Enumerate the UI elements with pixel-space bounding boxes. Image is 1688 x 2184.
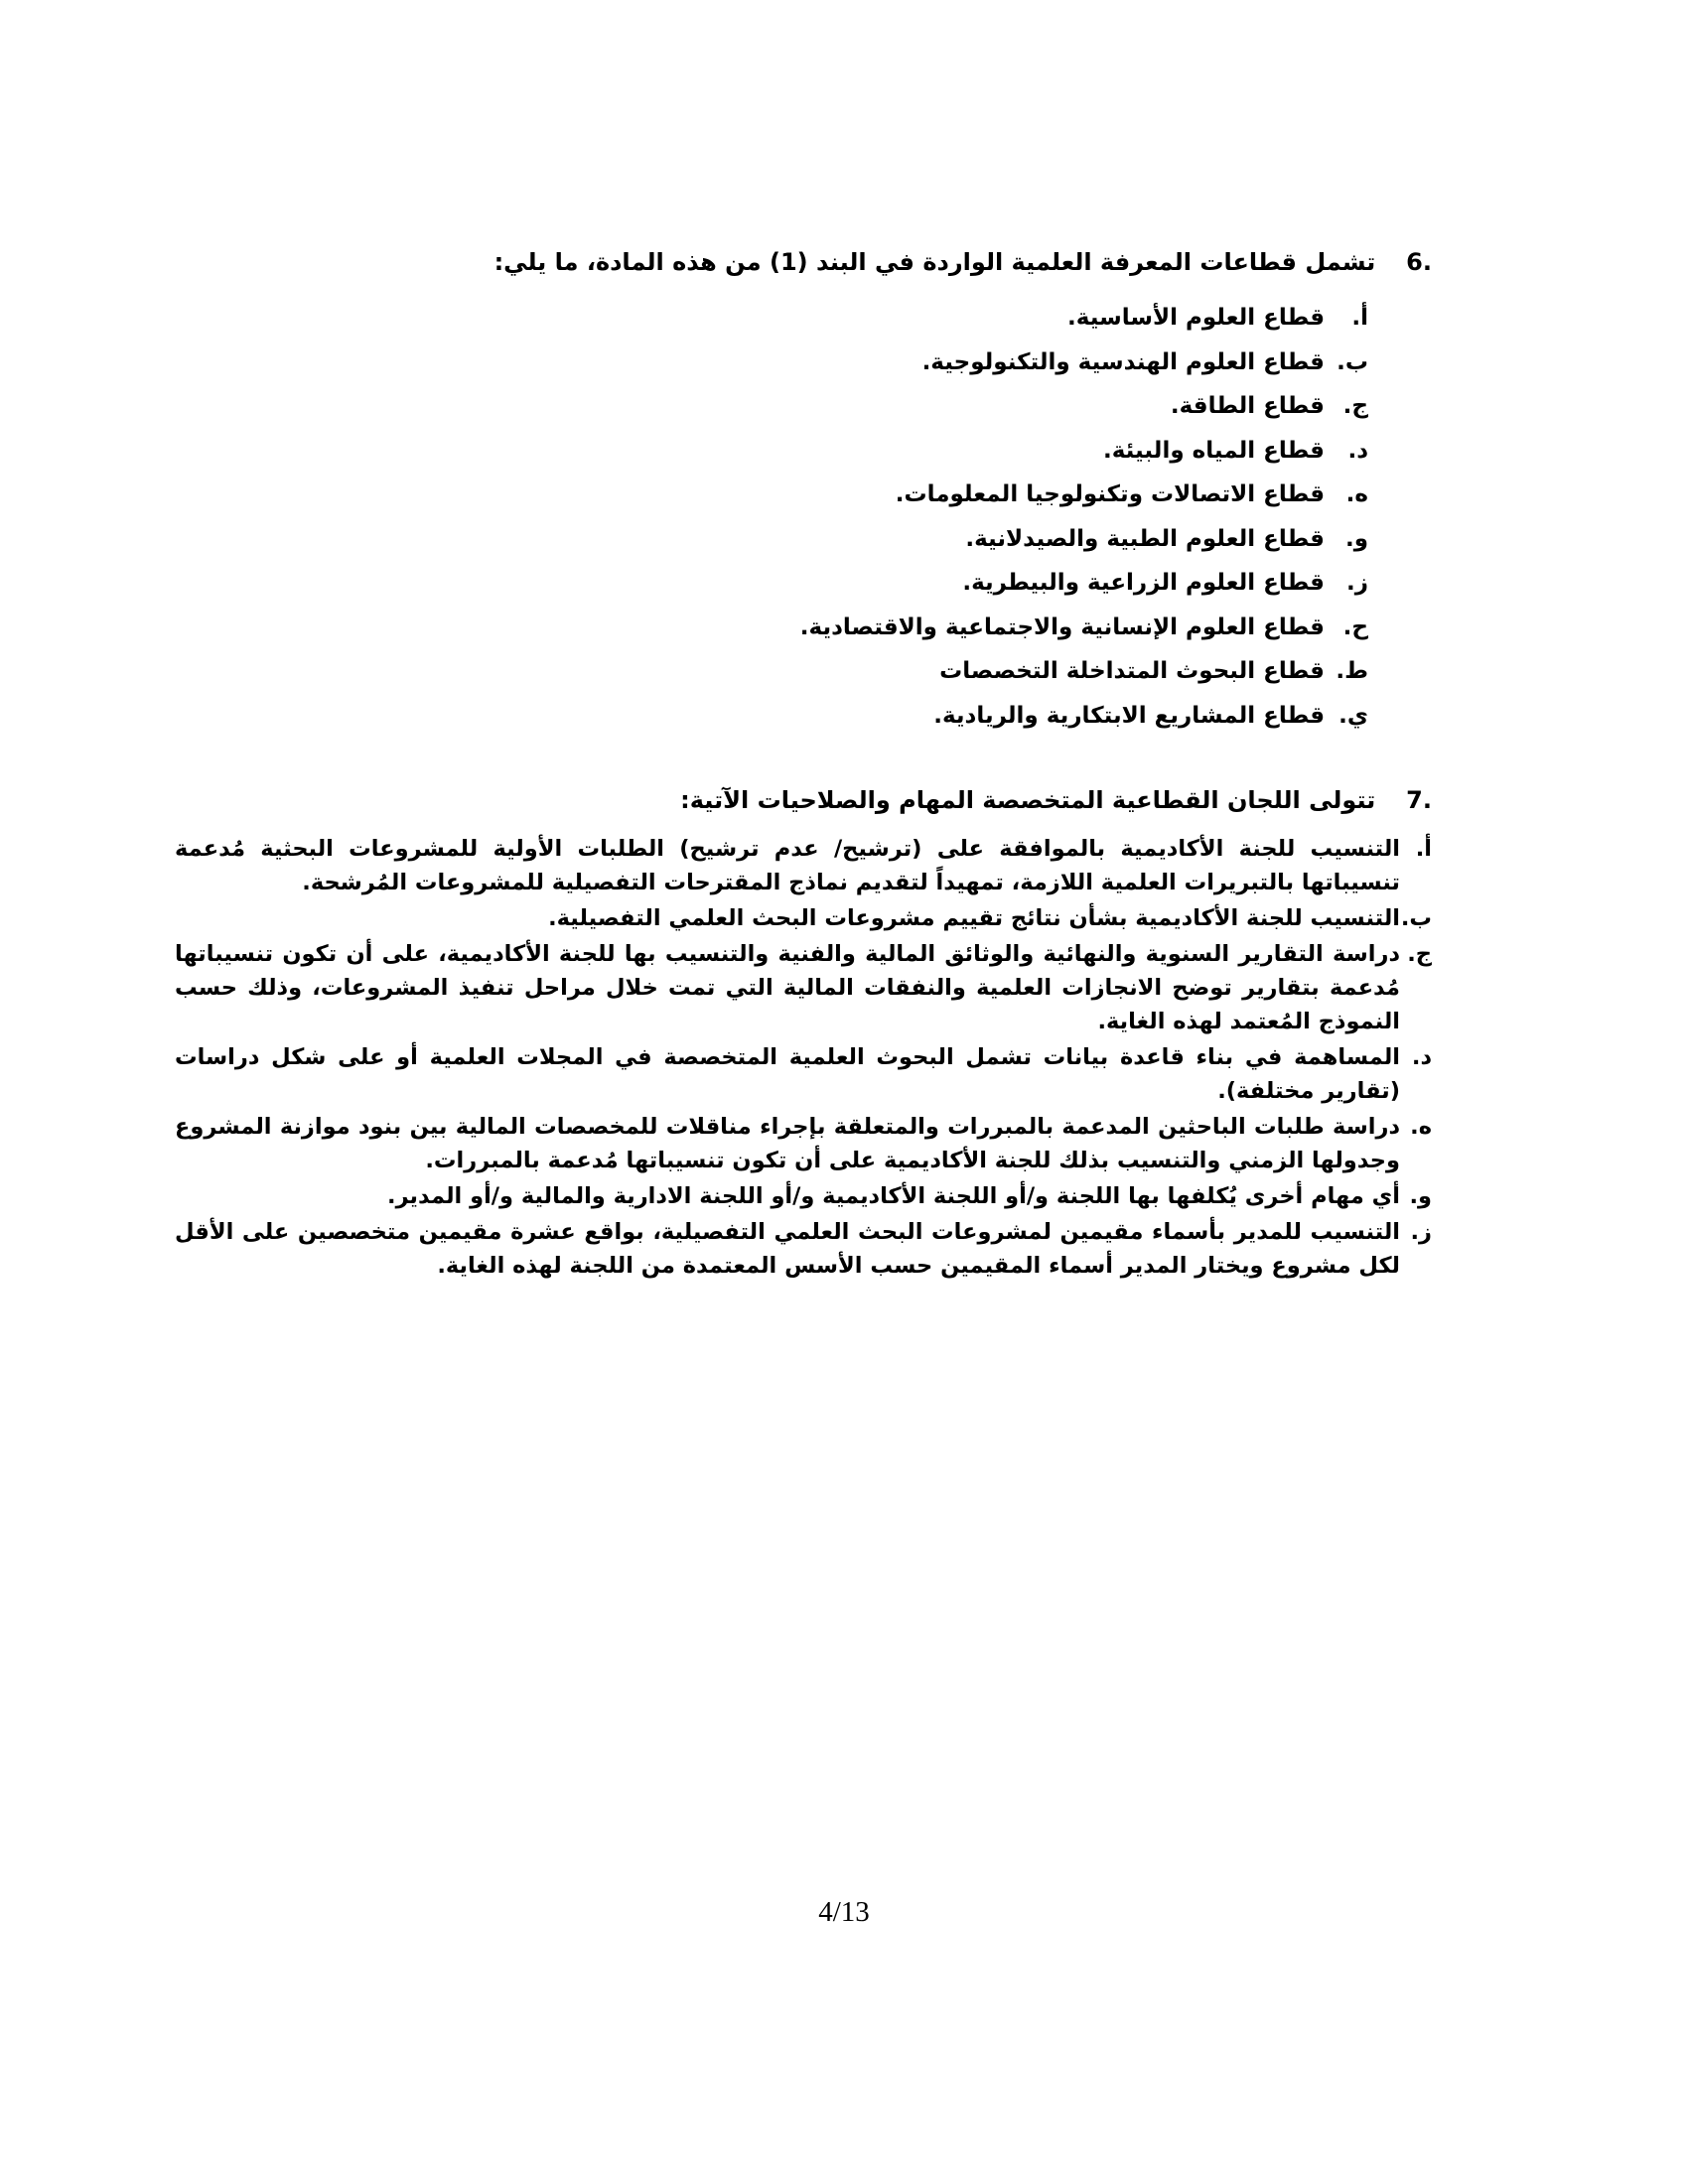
list-marker: و. <box>1409 1183 1432 1209</box>
list-item-text: قطاع العلوم الإنسانية والاجتماعية والاقتصادية. <box>799 614 1325 640</box>
list-marker: أ. <box>1351 305 1368 331</box>
list-marker: ب. <box>1400 905 1432 931</box>
section-6-list <box>800 296 1368 738</box>
list-marker: ز. <box>1410 1219 1432 1245</box>
list-item <box>175 1215 1432 1283</box>
list-item-text: التنسيب للمدير بأسماء مقيمين لمشروعات البحث العلمي التفصيلية، بواقع عشرة مقيمين متخصصين على الأقل لكل مشروع ويختار المدير أسماء المقيمين حسب الأسس المعتمدة من اللجنة لهذه الغاية. <box>175 1219 1400 1279</box>
list-item <box>800 606 1368 650</box>
list-item <box>800 649 1368 694</box>
section-7-heading-text: تتولى اللجان القطاعية المتخصصة المهام والصلاحيات الآتية: <box>680 786 1376 814</box>
list-marker: و. <box>1344 525 1368 552</box>
list-marker: ح. <box>1342 614 1368 640</box>
list-item-text: المساهمة في بناء قاعدة بيانات تشمل البحوث العلمية المتخصصة في المجلات العلمية أو على شكل دراسات (تقارير مختلفة). <box>175 1044 1400 1104</box>
list-item-text: التنسيب للجنة الأكاديمية بشأن نتائج تقييم مشروعات البحث العلمي التفصيلية. <box>548 905 1400 931</box>
list-item-text: قطاع المياه والبيئة. <box>1102 437 1325 464</box>
list-marker: ز. <box>1346 570 1368 596</box>
section-7-list <box>175 832 1432 1285</box>
list-item-text: قطاع العلوم الهندسية والتكنولوجية. <box>921 348 1325 375</box>
list-marker: ب. <box>1336 348 1368 375</box>
list-item-text: دراسة طلبات الباحثين المدعمة بالمبررات والمتعلقة بإجراء مناقلات للمخصصات المالية بين بنود موازنة المشروع وجدولها الزمني والتنسيب بذلك للجنة الأكاديمية على أن تكون تنسيباتها مُدعمة بالمبررات. <box>175 1114 1400 1173</box>
section-6-heading <box>494 248 1432 276</box>
list-item <box>800 517 1368 562</box>
list-item-text: قطاع الطاقة. <box>1170 393 1325 419</box>
list-marker: ه. <box>1345 481 1368 507</box>
list-item <box>800 473 1368 517</box>
list-item-text: أي مهام أخرى يُكلفها بها اللجنة و/أو اللجنة الأكاديمية و/أو اللجنة الادارية والمالية و/أو المدير. <box>387 1183 1400 1209</box>
list-item <box>800 694 1368 739</box>
section-7-number: 7. <box>1406 786 1432 814</box>
section-7-heading <box>680 786 1432 814</box>
list-marker: ه. <box>1410 1114 1432 1140</box>
list-item-text: التنسيب للجنة الأكاديمية بالموافقة على (ترشيح/ عدم ترشيح) الطلبات الأولية للمشروعات البحثية مُدعمة تنسيباتها بالتبريرات العلمية اللازمة، تمهيداً لتقديم نماذج المقترحات التفصيلية للمشروعات المُرشحة. <box>175 836 1400 895</box>
list-item <box>175 1179 1432 1213</box>
page-number: 4/13 <box>818 1896 870 1928</box>
list-item <box>800 341 1368 385</box>
list-marker: ج. <box>1342 393 1368 419</box>
list-item <box>800 429 1368 474</box>
list-item <box>800 296 1368 341</box>
list-marker: ج. <box>1407 941 1432 967</box>
list-item-text: قطاع البحوث المتداخلة التخصصات <box>939 658 1325 684</box>
list-item-text: قطاع الاتصالات وتكنولوجيا المعلومات. <box>895 481 1325 507</box>
list-marker: ط. <box>1336 658 1368 684</box>
list-item-text: قطاع العلوم الزراعية والبيطرية. <box>962 570 1325 596</box>
list-item <box>800 561 1368 606</box>
section-6-heading-text: تشمل قطاعات المعرفة العلمية الواردة في البند (1) من هذه المادة، ما يلي: <box>493 248 1376 276</box>
list-marker: د. <box>1347 437 1368 464</box>
list-item <box>175 901 1432 935</box>
list-marker: د. <box>1411 1044 1432 1070</box>
list-item-text: قطاع العلوم الطبية والصيدلانية. <box>965 525 1325 552</box>
list-item <box>800 384 1368 429</box>
list-item <box>175 1040 1432 1108</box>
list-item-text: قطاع العلوم الأساسية. <box>1067 305 1325 331</box>
list-item <box>175 1110 1432 1177</box>
section-6-number: 6. <box>1406 248 1432 276</box>
list-marker: أ. <box>1415 836 1432 862</box>
list-marker: ي. <box>1338 702 1368 729</box>
list-item-text: قطاع المشاريع الابتكارية والريادية. <box>933 702 1325 729</box>
list-item-text: دراسة التقارير السنوية والنهائية والوثائق المالية والفنية والتنسيب بها للجنة الأكاديمية، على أن تكون تنسيباتها مُدعمة بتقارير توضح الانجازات العلمية والنفقات المالية التي تمت خلال مراحل تنفيذ المشروعات، وذلك حسب النموذج المُعتمد لهذه الغاية. <box>175 941 1400 1034</box>
list-item <box>175 937 1432 1038</box>
list-item <box>175 832 1432 899</box>
